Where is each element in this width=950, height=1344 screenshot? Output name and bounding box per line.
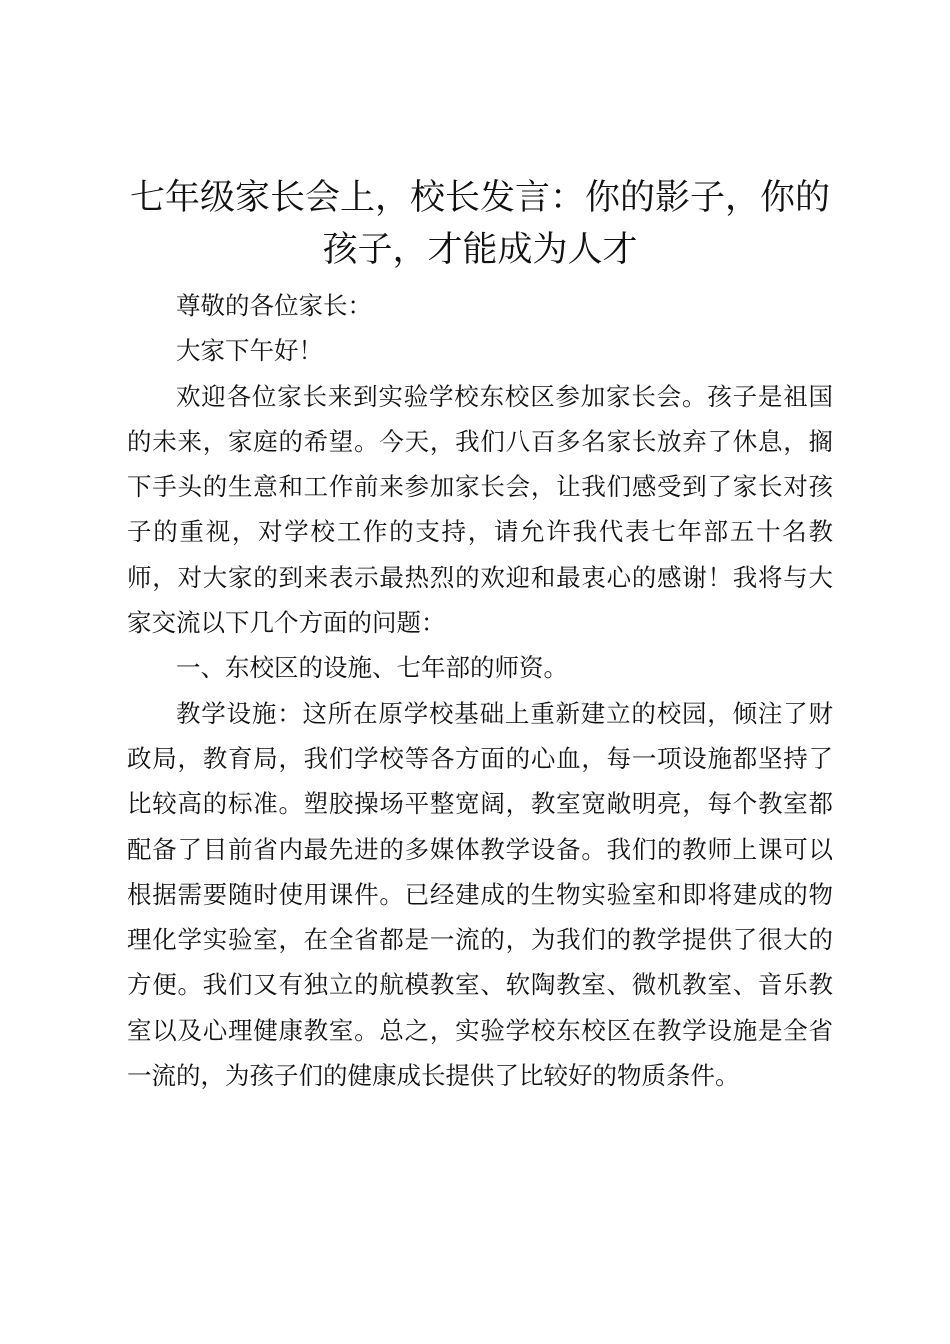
paragraph-welcome: 欢迎各位家长来到实验学校东校区参加家长会。孩子是祖国的未来，家庭的希望。今天，我们八百多名家长放弃了休息，搁下手头的生意和工作前来参加家长会，让我们感受到了家长对孩子的重视，对学校工作的支持，请允许我代表七年部五十名教师，对大家的到来表示最热烈的欢迎和最衷心的感谢！我将与大家交流以下几个方面的问题： [127,381,833,638]
greeting: 大家下午好！ [176,336,323,366]
document-body [127,283,833,1098]
document-content [127,172,833,1098]
paragraph-facilities: 教学设施：这所在原学校基础上重新建立的校园，倾注了财政局，教育局，我们学校等各方面的心血，每一项设施都坚持了比较高的标准。塑胶操场平整宽阔，教室宽敞明亮，每个教室都配备了目前省内最先进的多媒体教学设备。我们的教师上课可以根据需要随时使用课件。已经建成的生物实验室和即将建成的物理化学实验室，在全省都是一流的，为我们的教学提供了很大的方便。我们又有独立的航模教室、软陶教室、微机教室、音乐教室以及心理健康教室。总之，实验学校东校区在教学设施是全省一流的，为孩子们的健康成长提供了比较好的物质条件。 [127,698,833,1091]
title-line-1: 七年级家长会上，校长发言：你的影子，你的 [129,178,830,218]
title-line-2: 孩子，才能成为人才 [322,230,638,270]
salutation: 尊敬的各位家长： [176,291,372,320]
section-heading-1: 一、东校区的设施、七年部的师资。 [176,653,568,683]
document-title [127,172,833,276]
